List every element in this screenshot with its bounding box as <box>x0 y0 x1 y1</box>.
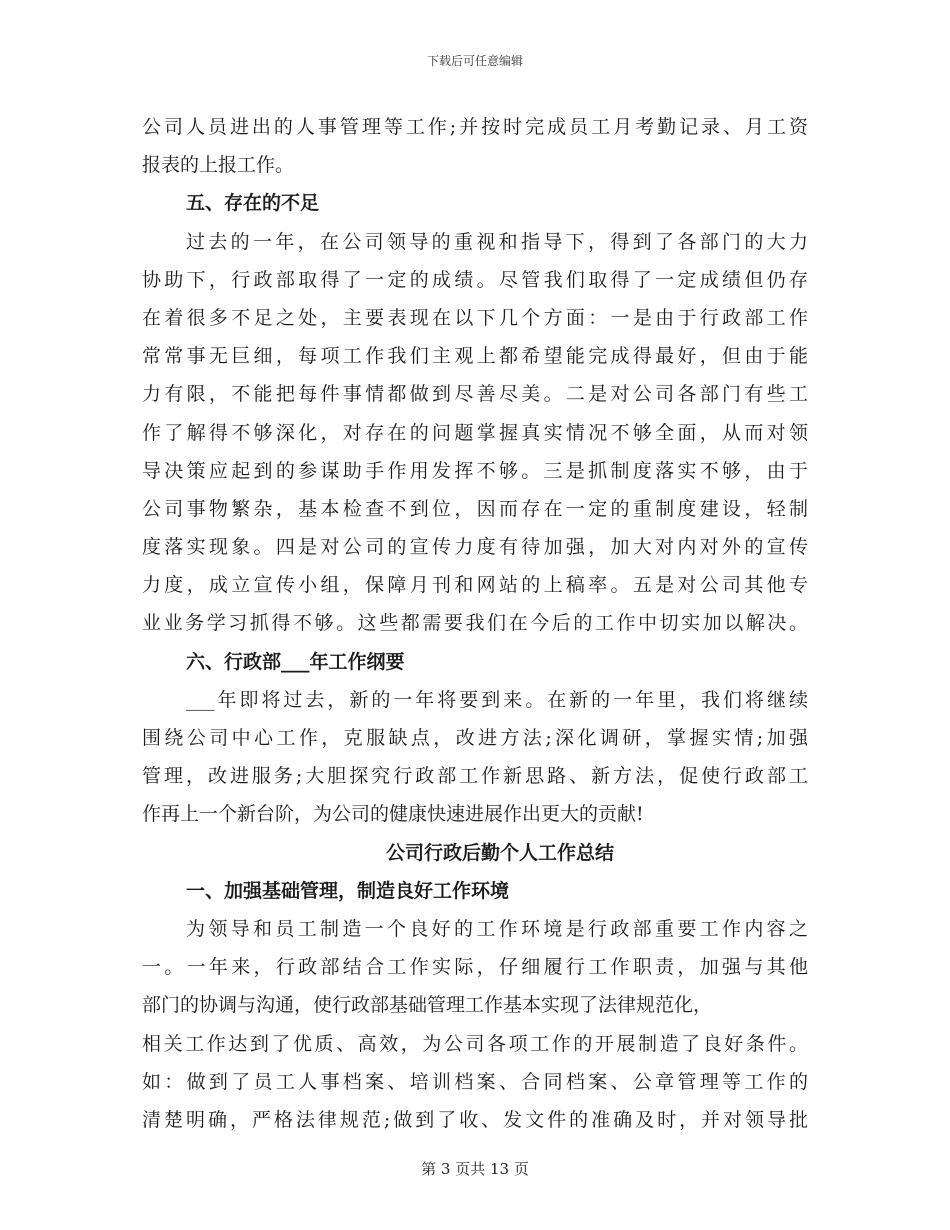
section-heading: 一、加强基础管理，制造良好工作环境 <box>186 879 510 902</box>
body-line: 业业务学习抓得不够。这些都需要我们在今后的工作中切实加以解决。 <box>142 612 808 635</box>
body-line: 公司事物繁杂，基本检查不到位，因而存在一定的重制度建设，轻制 <box>142 497 808 520</box>
body-line: 一。一年来，行政部结合工作实际，仔细履行工作职责，加强与其他 <box>142 956 808 979</box>
body-line: ___年即将过去，新的一年将要到来。在新的一年里，我们将继续 <box>186 688 808 711</box>
page-header: 下载后可任意编辑 <box>426 54 523 68</box>
section-heading: 五、存在的不足 <box>186 192 320 215</box>
body-line: 导决策应起到的参谋助手作用发挥不够。三是抓制度落实不够，由于 <box>142 459 808 482</box>
body-line: 如：做到了员工人事档案、培训档案、合同档案、公章管理等工作的 <box>142 1070 808 1093</box>
section-heading: 六、行政部___年工作纲要 <box>186 650 405 673</box>
body-line: 力度，成立宣传小组，保障月刊和网站的上稿率。五是对公司其他专 <box>142 574 808 597</box>
body-line: 管理，改进服务;大胆探究行政部工作新思路、新方法，促使行政部工 <box>142 765 808 788</box>
body-line: 常常事无巨细，每项工作我们主观上都希望能完成得最好，但由于能 <box>142 345 808 368</box>
document-title: 公司行政后勤个人工作总结 <box>385 841 614 864</box>
body-line: 度落实现象。四是对公司的宣传力度有待加强，加大对内对外的宣传 <box>142 536 808 559</box>
body-line: 作了解得不够深化，对存在的问题掌握真实情况不够全面，从而对领 <box>142 421 808 444</box>
page-footer: 第 3 页共 13 页 <box>421 1160 529 1178</box>
body-line: 作再上一个新台阶，为公司的健康快速进展作出更大的贡献! <box>142 803 644 826</box>
body-line: 部门的协调与沟通，使行政部基础管理工作基本实现了法律规范化， <box>142 994 713 1017</box>
document-body <box>142 108 808 1139</box>
body-line: 为领导和员工制造一个良好的工作环境是行政部重要工作内容之 <box>186 917 808 940</box>
body-line: 清楚明确，严格法律规范;做到了收、发文件的准确及时，并对领导批 <box>142 1108 808 1131</box>
body-line: 协助下，行政部取得了一定的成绩。尽管我们取得了一定成绩但仍存 <box>142 268 808 291</box>
body-line: 报表的上报工作。 <box>142 154 295 177</box>
body-line: 在着很多不足之处，主要表现在以下几个方面：一是由于行政部工作 <box>142 306 808 329</box>
body-line: 公司人员进出的人事管理等工作;并按时完成员工月考勤记录、月工资 <box>142 116 808 138</box>
body-line: 力有限，不能把每件事情都做到尽善尽美。二是对公司各部门有些工 <box>142 383 808 406</box>
body-line: 相关工作达到了优质、高效，为公司各项工作的开展制造了良好条件。 <box>142 1032 808 1055</box>
body-line: 围绕公司中心工作，克服缺点，改进方法;深化调研，掌握实情;加强 <box>142 727 808 749</box>
body-line: 过去的一年，在公司领导的重视和指导下，得到了各部门的大力 <box>186 230 808 253</box>
